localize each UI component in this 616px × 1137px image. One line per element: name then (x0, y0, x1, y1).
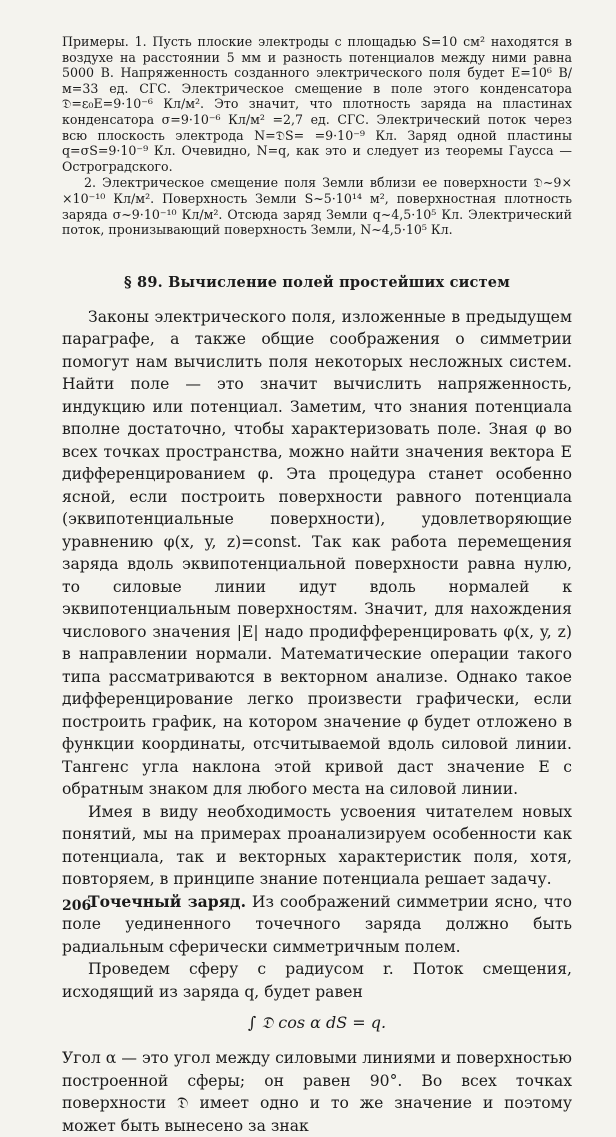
body-paragraph-3 (62, 891, 572, 959)
example-paragraph-1: Примеры. 1. Пусть плоские электроды с площадью S=10 см² находятся в воздухе на расстоянии 5 мм и разность потенциалов между ними равна 5000 В. Напряженность созданного электрического поля будет E=10⁶ В/м=33 ед. СГС. Электрическое смещение в поле этого конденсатора 𝔇=ε₀E=9·10⁻⁶ Кл/м². Это значит, что плотность заряда на пластинах конденсатора σ=9·10⁻⁶ Кл/м² =2,7 ед. СГС. Электрический поток через всю плоскость электрода N=𝔇S= =9·10⁻⁹ Кл. Заряд одной пластины q=σS=9·10⁻⁹ Кл. Очевидно, N=q, как это и следует из теоремы Гаусса — Остроградского. (62, 34, 572, 174)
section-heading: § 89. Вычисление полей простейших систем (124, 273, 510, 291)
body-paragraph-3-text: Из соображений симметрии ясно, что поле уединенного точечного заряда должно быть радиальным сферически симметричным полем. (62, 892, 572, 956)
page-content (62, 34, 572, 1137)
body-paragraph-4: Проведем сферу с радиусом r. Поток смещения, исходящий из заряда q, будет равен (62, 960, 572, 1001)
point-charge-label: Точечный заряд. (88, 891, 246, 911)
example-paragraph-2: 2. Электрическое смещение поля Земли вблизи ее поверхности 𝔇~9× ×10⁻¹⁰ Кл/м². Поверхность Земли S~5·10¹⁴ м², поверхностная плотность заряда σ~9·10⁻¹⁰ Кл/м². Отсюда заряд Земли q~4,5·10⁵ Кл. Электрический поток, пронизывающий поверхность Земли, N~4,5·10⁵ Кл. (62, 175, 572, 238)
body-paragraph-5: Угол α — это угол между силовыми линиями и поверхностью построенной сферы; он равен 90°. Во всех точках поверхности 𝔇 имеет одно и то же значение и поэтому может быть вынесено за знак (62, 1049, 572, 1135)
body-paragraph-1: Законы электрического поля, изложенные в предыдущем параграфе, а также общие соображения о симметрии помогут нам вычислить поля некоторых несложных систем. Найти поле — это значит вычислить напряженность, индукцию или потенциал. Заметим, что знания потенциала вполне достаточно, чтобы характеризовать поле. Зная φ во всех точках пространства, можно найти значения вектора E дифференцированием φ. Эта процедура станет особенно ясной, если построить поверхности равного потенциала (эквипотенциальные поверхности), удовлетворяющие уравнению φ(x, y, z)=const. Так как работа перемещения заряда вдоль эквипотенциальной поверхности равна нулю, то силовые линии идут вдоль нормалей к эквипотенциальным поверхностям. Значит, для нахождения числового значения |E| надо продифференцировать φ(x, y, z) в направлении нормали. Математические операции такого типа рассматриваются в векторном анализе. Однако такое дифференцирование легко произвести графически, если построить график, на котором значение φ будет отложено в функции координаты, отсчитываемой вдоль силовой линии. Тангенс угла наклона этой кривой даст значение E с обратным знаком для любого места на силовой линии. (62, 307, 572, 799)
gauss-formula: ∫ 𝔇 cos α dS = q. (247, 1013, 387, 1033)
page-number: 206 (62, 898, 92, 914)
body-paragraph-2: Имея в виду необходимость усвоения читателем новых понятий, мы на примерах проанализируем особенности как потенциала, так и векторных характеристик поля, хотя, повторяем, в принципе знание потенциала решает задачу. (62, 802, 572, 889)
